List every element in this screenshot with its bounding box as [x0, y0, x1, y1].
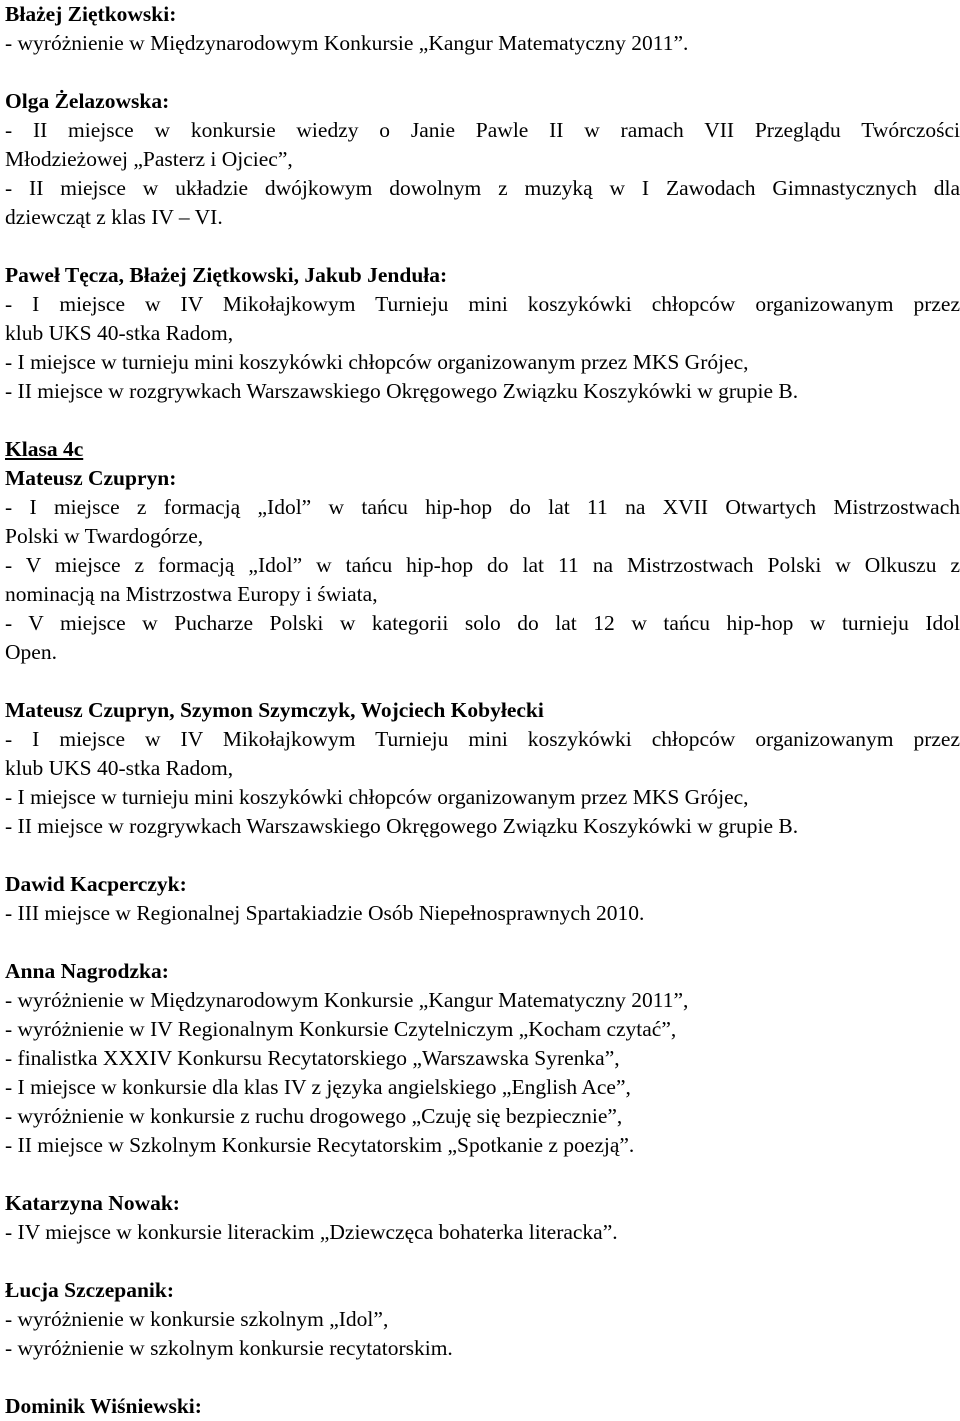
- award-item: - wyróżnienie w szkolnym konkursie recytatorskim.: [5, 1336, 453, 1360]
- spacer: [5, 58, 960, 87]
- award-item: - finalistka XXXIV Konkursu Recytatorskiego „Warszawska Syrenka”,: [5, 1046, 620, 1070]
- award-item: - I miejsce w IV Mikołajkowym Turnieju mini koszykówki chłopców organizowanym przez: [5, 292, 960, 316]
- award-item: - IV miejsce w konkursie literackim „Dziewczęca bohaterka literacka”.: [5, 1220, 618, 1244]
- award-item: - II miejsce w rozgrywkach Warszawskiego Okręgowego Związku Koszykówki w grupie B.: [5, 379, 799, 403]
- spacer: [5, 928, 960, 957]
- award-item: - I miejsce w turnieju mini koszykówki chłopców organizowanym przez MKS Grójec,: [5, 785, 749, 809]
- award-item: - II miejsce w Szkolnym Konkursie Recytatorskim „Spotkanie z poezją”.: [5, 1133, 635, 1157]
- award-item-continuation: nominacją na Mistrzostwa Europy i świata,: [5, 582, 378, 606]
- student-name: Olga Żelazowska:: [5, 89, 170, 113]
- award-item: - III miejsce w Regionalnej Spartakiadzie Osób Niepełnosprawnych 2010.: [5, 901, 645, 925]
- award-item: - II miejsce w rozgrywkach Warszawskiego Okręgowego Związku Koszykówki w grupie B.: [5, 814, 799, 838]
- student-name: Łucja Szczepanik:: [5, 1278, 175, 1302]
- award-item: - wyróżnienie w konkursie szkolnym „Idol”,: [5, 1307, 389, 1331]
- student-name: Błażej Ziętkowski:: [5, 2, 177, 26]
- award-item: - wyróżnienie w Międzynarodowym Konkursie „Kangur Matematyczny 2011”.: [5, 31, 689, 55]
- student-name: Katarzyna Nowak:: [5, 1191, 180, 1215]
- award-item: - I miejsce w turnieju mini koszykówki chłopców organizowanym przez MKS Grójec,: [5, 350, 749, 374]
- award-item: - I miejsce w konkursie dla klas IV z języka angielskiego „English Ace”,: [5, 1075, 631, 1099]
- student-name: Dawid Kacperczyk:: [5, 872, 187, 896]
- student-name: Anna Nagrodzka:: [5, 959, 169, 983]
- award-item-continuation: dziewcząt z klas IV – VI.: [5, 205, 223, 229]
- spacer: [5, 1160, 960, 1189]
- class-heading: Klasa 4c: [5, 437, 84, 461]
- spacer: [5, 1247, 960, 1276]
- student-name: Paweł Tęcza, Błażej Ziętkowski, Jakub Jenduła:: [5, 263, 448, 287]
- award-item: - II miejsce w układzie dwójkowym dowolnym z muzyką w I Zawodach Gimnastycznych dla: [5, 176, 960, 200]
- award-item: - wyróżnienie w IV Regionalnym Konkursie Czytelniczym „Kocham czytać”,: [5, 1017, 677, 1041]
- award-item: - V miejsce w Pucharze Polski w kategorii solo do lat 12 w tańcu hip-hop w turnieju Idol: [5, 611, 960, 635]
- spacer: [5, 841, 960, 870]
- award-item: - I miejsce z formacją „Idol” w tańcu hip-hop do lat 11 na XVII Otwartych Mistrzostwach: [5, 495, 960, 519]
- award-item-continuation: Młodzieżowej „Pasterz i Ojciec”,: [5, 147, 293, 171]
- spacer: [5, 406, 960, 435]
- student-name: Dominik Wiśniewski:: [5, 1394, 202, 1418]
- spacer: [5, 232, 960, 261]
- award-item: - wyróżnienie w konkursie z ruchu drogowego „Czuję się bezpiecznie”,: [5, 1104, 623, 1128]
- spacer: [5, 1363, 960, 1392]
- award-item-continuation: Open.: [5, 640, 57, 664]
- award-item: - wyróżnienie w Międzynarodowym Konkursie „Kangur Matematyczny 2011”,: [5, 988, 689, 1012]
- spacer: [5, 667, 960, 696]
- student-name: Mateusz Czupryn, Szymon Szymczyk, Wojciech Kobyłecki: [5, 698, 544, 722]
- award-item: - V miejsce z formacją „Idol” w tańcu hip-hop do lat 11 na Mistrzostwach Polski w Olkuszu z: [5, 553, 960, 577]
- award-item-continuation: Polski w Twardogórze,: [5, 524, 204, 548]
- award-item-continuation: klub UKS 40-stka Radom,: [5, 321, 234, 345]
- award-item: - I miejsce w IV Mikołajkowym Turnieju mini koszykówki chłopców organizowanym przez: [5, 727, 960, 751]
- award-item-continuation: klub UKS 40-stka Radom,: [5, 756, 234, 780]
- document-body: [5, 0, 960, 1421]
- student-name: Mateusz Czupryn:: [5, 466, 177, 490]
- award-item: - II miejsce w konkursie wiedzy o Janie Pawle II w ramach VII Przeglądu Twórczości: [5, 118, 960, 142]
